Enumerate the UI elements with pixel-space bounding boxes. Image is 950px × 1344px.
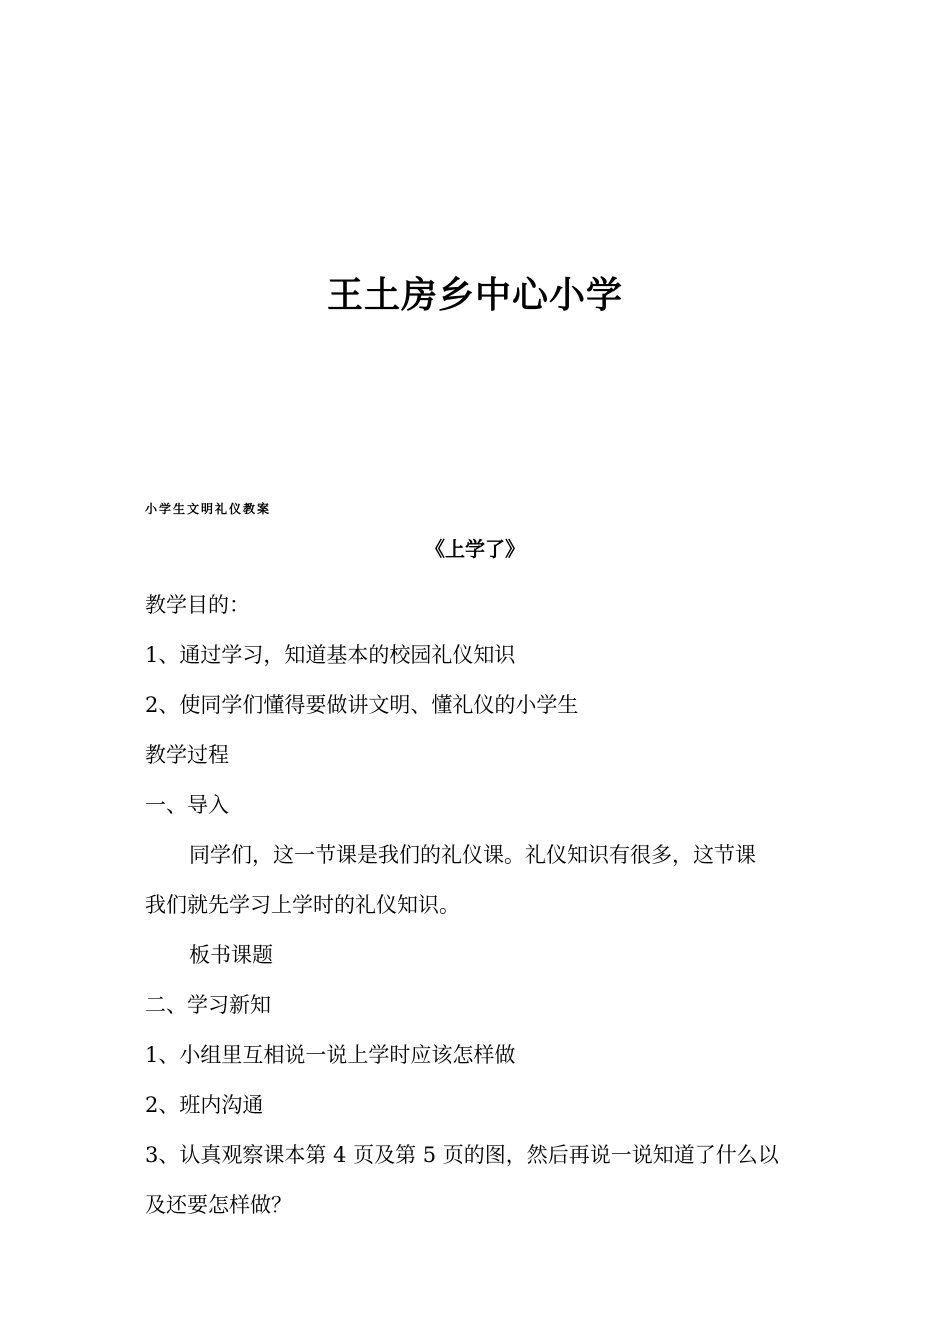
paragraph-goal-1: 1、通过学习，知道基本的校园礼仪知识 [145,643,516,667]
document-subtitle: 小学生文明礼仪教案 [145,502,272,516]
paragraph-process-heading: 教学过程 [145,743,229,767]
paragraph-step-3-line-1: 3、认真观察课本第 4 页及第 5 页的图，然后再说一说知道了什么以 [145,1143,779,1167]
paragraph-intro-text-line-2: 我们就先学习上学时的礼仪知识。 [145,893,460,917]
paragraph-board-title: 板书课题 [189,943,273,967]
paragraph-teaching-goal-heading: 教学目的： [145,593,250,617]
paragraph-goal-2: 2、使同学们懂得要做讲文明、懂礼仪的小学生 [145,693,579,717]
paragraph-section-new-knowledge: 二、学习新知 [145,993,271,1017]
paragraph-section-intro: 一、导入 [145,793,229,817]
paragraph-step-1: 1、小组里互相说一说上学时应该怎样做 [145,1043,516,1067]
school-title: 王土房乡中心小学 [326,275,623,316]
lesson-title: 《上学了》 [425,537,525,561]
paragraph-step-2: 2、班内沟通 [145,1093,264,1117]
paragraph-intro-text-line-1: 同学们，这一节课是我们的礼仪课。礼仪知识有很多，这节课 [189,843,756,867]
paragraph-step-3-line-2: 及还要怎样做？ [145,1193,292,1217]
document-body [145,580,805,1230]
